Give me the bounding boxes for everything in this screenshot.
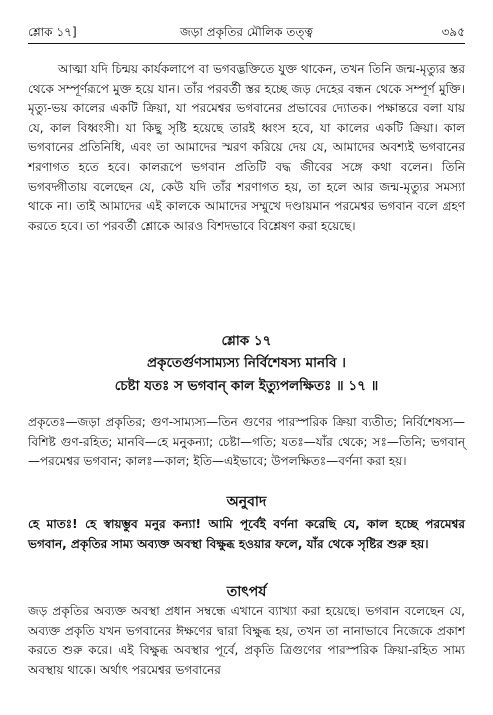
header-chapter-title: জড়া প্রকৃতির মৌলিক তত্ত্ব	[180, 25, 313, 39]
header-divider	[28, 43, 465, 44]
intro-paragraph: আত্মা যদি চিন্ময় কার্যকলাপে বা ভগবদ্ভক্তিতে যুক্ত থাকেন, তখন তিনি জন্ম-মৃত্যুর স্তর থেকে সম্পূর্ণরূপে মুক্ত হয়ে যান। তাঁর পরবর্তী স্তর হচ্ছে জড় দেহের বন্ধন থেকে সম্পূর্ণ মুক্তি। মৃত্যু-ভয় কালের একটি ক্রিয়া, যা পরমেশ্বর ভগবানের প্রভাবের দ্যোতক। পক্ষান্তরে বলা যায় যে, কাল বিধ্বংসী। যা কিছু সৃষ্টি হয়েছে তারই ধ্বংস হবে, যা কালের একটি ক্রিয়া। কাল ভগবানের প্রতিনিধি, এবং তা আমাদের স্মরণ করিয়ে দেয় যে, আমাদের অবশ্যই ভগবানের শরণাগত হতে হবে। কালরূপে ভগবান প্রতিটি বদ্ধ জীবের সঙ্গে কথা বলেন। তিনি ভগবদ্গীতায় বলেছেন যে, কেউ যদি তাঁর শরণাগত হয়, তা হলে আর জন্ম-মৃত্যুর সমস্যা থাকে না। তাই আমাদের এই কালকে আমাদের সম্মুখে দণ্ডায়মান পরমেশ্বর ভগবান বলে গ্রহণ করতে হবে। তা পরবর্তী শ্লোকে আরও বিশদভাবে বিশ্লেষণ করা হয়েছে।	[28, 62, 465, 233]
purport-heading: তাৎপর্য	[226, 584, 267, 600]
verse-line-1: প্রকৃতের্গুণসাম্যস্য নির্বিশেষস্য মানবি ।	[146, 355, 347, 371]
verse-line-2: চেষ্টা যতঃ স ভগবান্ কাল ইত্যুপলক্ষিতঃ ॥ ১৭ ॥	[114, 378, 379, 394]
verse-title: শ্লোক ১৭	[221, 333, 272, 349]
page-number: ৩৯৫	[441, 25, 465, 39]
translation-paragraph: হে মাতঃ! হে স্বায়ম্ভুব মনুর কন্যা! আমি পূর্বেই বর্ণনা করেছি যে, কাল হচ্ছে পরমেশ্বর ভগবান, প্রকৃতির সাম্য অব্যক্ত অবস্থা বিক্ষুব্ধ হওয়ার ফলে, যাঁর থেকে সৃষ্টির শুরু হয়।	[28, 517, 465, 551]
synonyms-paragraph: প্রকৃতেঃ—জড়া প্রকৃতির; গুণ-সাম্যস্য—তিন গুণের পারস্পরিক ক্রিয়া ব্যতীত; নির্বিশেষস্য—বিশিষ্ট গুণ-রহিত; মানবি—হে মনুকন্যা; চেষ্টা—গতি; যতঃ—যাঁর থেকে; সঃ—তিনি; ভগবান্—পরমেশ্বর ভগবান; কালঃ—কাল; ইতি—এইভাবে; উপলক্ষিতঃ—বর্ণনা করা হয়।	[28, 415, 465, 469]
purport-paragraph: জড় প্রকৃতির অব্যক্ত অবস্থা প্রধান সম্বন্ধে এখানে ব্যাখ্যা করা হয়েছে। ভগবান বলেছেন যে, অব্যক্ত প্রকৃতি যখন ভগবানের ঈক্ষণের দ্বারা বিক্ষুব্ধ হয়, তখন তা নানাভাবে নিজেকে প্রকাশ করতে শুরু করে। এই বিক্ষুব্ধ অবস্থার পূর্বে, প্রকৃতি ত্রিগুণের পারস্পরিক ক্রিয়া-রহিত সাম্য অবস্থায় থাকে। অর্থাৎ পরমেশ্বর ভগবানের	[28, 604, 465, 677]
translation-heading: অনুবাদ	[226, 494, 267, 510]
header-verse-ref: শ্লোক ১৭]	[28, 25, 77, 39]
running-header	[28, 22, 465, 42]
